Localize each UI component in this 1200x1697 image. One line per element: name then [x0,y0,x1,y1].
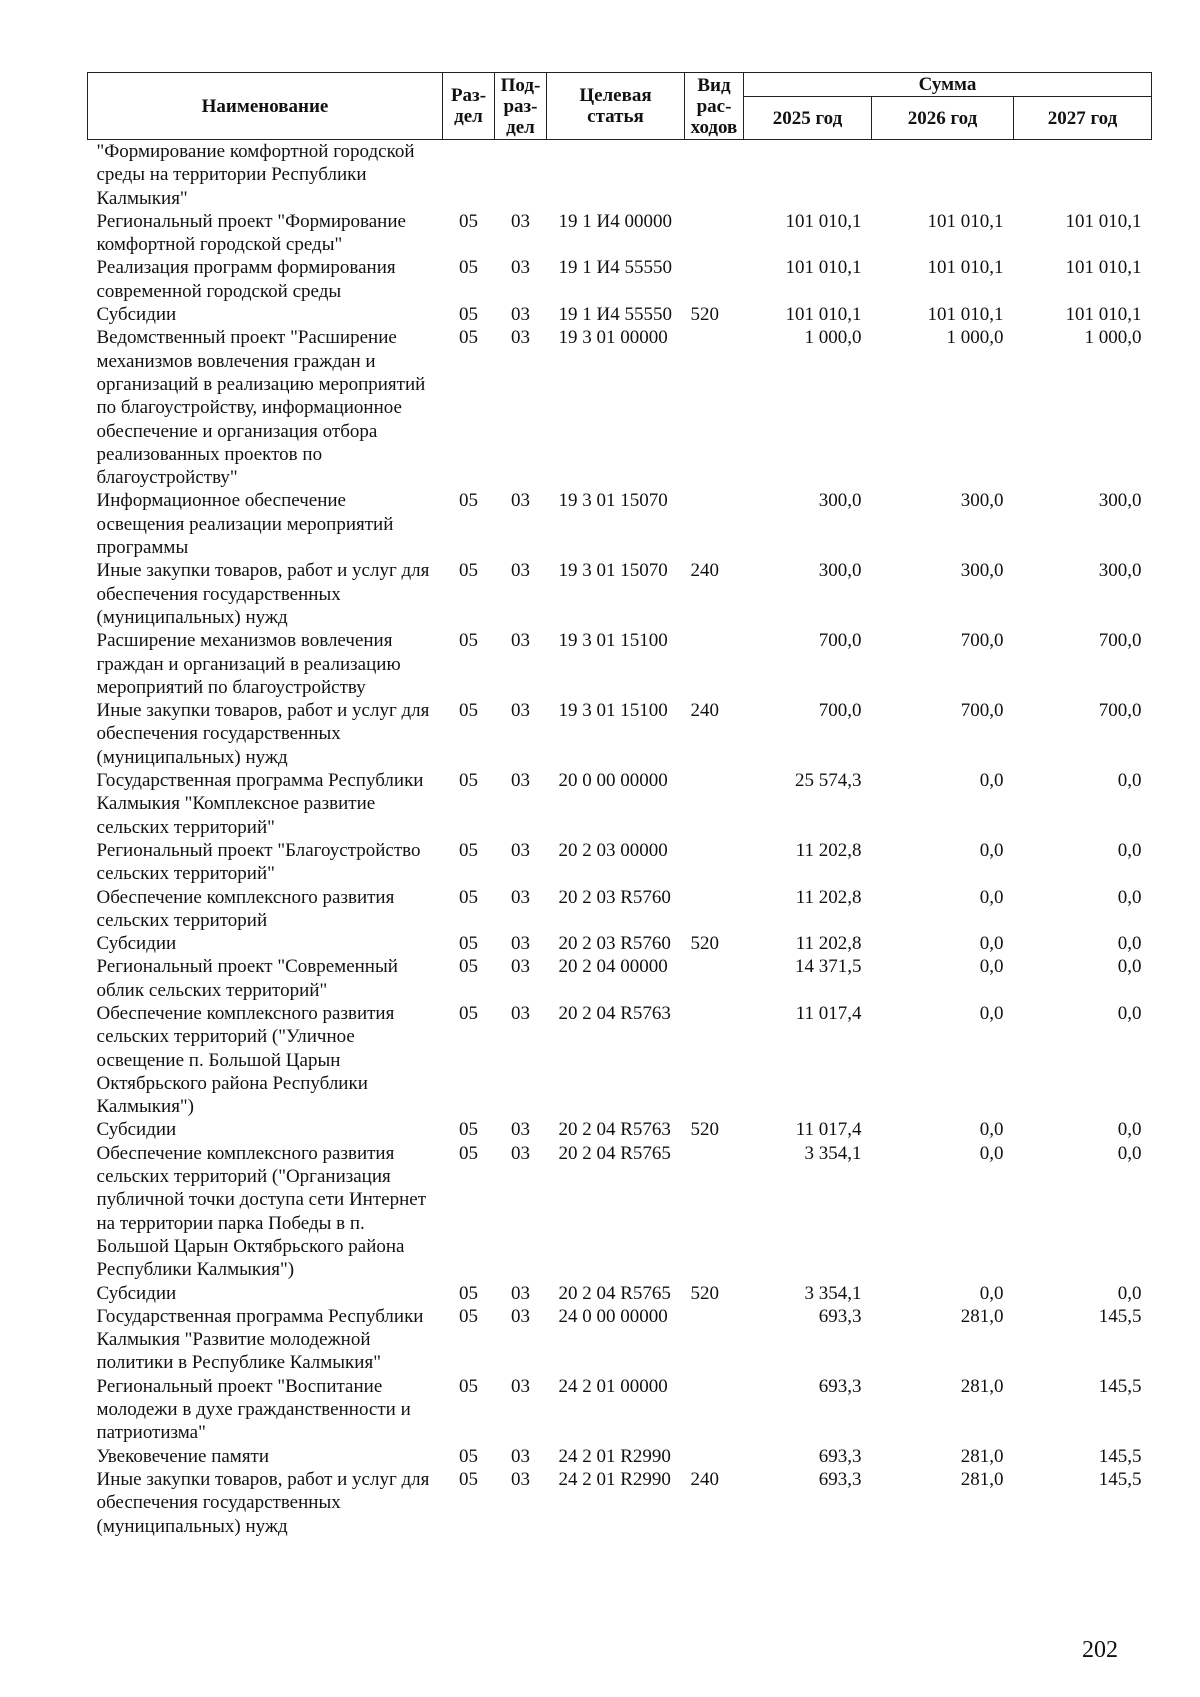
row-sum-2025: 14 371,5 [795,956,862,978]
row-expense-type: 520 [690,933,719,955]
row-name: Иные закупки товаров, работ и услуг для обеспечения государственных (муниципальных) нужд [96,560,430,628]
row-expense-type [685,1445,744,1468]
row-subsection: 03 [511,839,530,861]
row-sum-2025: 11 202,8 [795,886,862,908]
row-sum-2025: 25 574,3 [795,770,862,792]
table-row [88,489,1152,559]
row-sum-2027: 101 010,1 [1065,257,1142,279]
row-sum-2027: 0,0 [1117,1282,1142,1304]
row-subsection: 03 [511,304,530,326]
row-sum-2026: 0,0 [979,1002,1004,1024]
row-expense-type: 520 [690,1119,719,1141]
row-name: "Формирование комфортной городской среды на территории Республики Калмыкия" [96,141,415,209]
row-subsection: 03 [511,1375,530,1397]
row-section: 05 [459,1002,478,1024]
row-sum-2026: 0,0 [979,839,1004,861]
row-sum-2026: 281,0 [960,1445,1004,1467]
row-target: 19 3 01 15100 [558,700,668,722]
row-sum-2027: 700,0 [1098,700,1142,722]
row-section: 05 [459,630,478,652]
row-sum-2027: 0,0 [1117,1142,1142,1164]
row-name: Расширение механизмов вовлечения граждан и организаций в реализацию мероприятий по благоустройству [96,630,401,698]
row-target: 20 2 04 R5765 [558,1282,671,1304]
row-subsection: 03 [511,770,530,792]
header-name: Наименование [88,73,443,140]
header-expense-type: Вид рас- ходов [685,73,744,140]
table-header [88,73,1152,140]
row-name: Иные закупки товаров, работ и услуг для обеспечения государственных (муниципальных) нужд [96,700,430,768]
row-sum-2027: 145,5 [1098,1468,1142,1490]
row-sum-2027: 101 010,1 [1065,304,1142,326]
row-sum-2025: 693,3 [818,1305,862,1327]
row-sum-2025: 693,3 [818,1375,862,1397]
row-expense-type [685,1002,744,1118]
row-section: 05 [459,1142,478,1164]
row-expense-type [685,1142,744,1282]
row-sum-2025: 101 010,1 [785,304,862,326]
row-subsection: 03 [511,1282,530,1304]
row-name: Субсидии [96,933,177,955]
row-name: Государственная программа Республики Калмыкия "Комплексное развитие сельских территорий" [96,770,424,838]
row-name: Ведомственный проект "Расширение механизмов вовлечения граждан и организаций в реализацию мероприятий по благоустройству, информационное обеспечение и организация отбора реализованных проектов по благоустройству" [96,327,426,489]
header-target: Целевая статья [547,73,685,140]
row-sum-2026: 0,0 [979,1282,1004,1304]
row-section: 05 [459,1468,478,1490]
row-sum-2027: 1 000,0 [1084,327,1142,349]
row-sum-2027: 300,0 [1098,490,1142,512]
row-subsection: 03 [511,956,530,978]
row-expense-type [685,256,744,303]
row-expense-type [685,326,744,489]
row-sum-2027: 0,0 [1117,839,1142,861]
row-target: 20 2 03 R5760 [558,886,671,908]
row-target: 19 3 01 15070 [558,490,668,512]
row-sum-2025: 11 202,8 [795,839,862,861]
row-section: 05 [459,1375,478,1397]
row-target: 24 0 00 00000 [558,1305,668,1327]
table-row [88,1445,1152,1468]
row-name: Информационное обеспечение освещения реализации мероприятий программы [96,490,394,559]
row-sum-2025: 11 017,4 [795,1002,862,1024]
row-expense-type [685,1375,744,1445]
row-target: 20 0 00 00000 [558,770,668,792]
row-target: 19 1 И4 55550 [558,304,672,326]
row-name: Государственная программа Республики Калмыкия "Развитие молодежной политики в Республике Калмыкия" [96,1305,424,1374]
row-sum-2026: 300,0 [960,560,1004,582]
table-row [88,955,1152,1002]
row-subsection: 03 [511,630,530,652]
row-expense-type [685,769,744,839]
page-number: 202 [1082,1637,1118,1663]
row-expense-type [685,140,744,210]
row-section: 05 [459,490,478,512]
row-sum-2025: 3 354,1 [804,1282,862,1304]
row-sum-2027: 0,0 [1117,956,1142,978]
row-target: 20 2 04 R5763 [558,1119,671,1141]
table-row [88,326,1152,489]
row-expense-type: 240 [690,700,719,722]
row-sum-2026: 700,0 [960,630,1004,652]
row-sum-2027: 0,0 [1117,933,1142,955]
table-row [88,1468,1152,1538]
document-page [87,72,1151,1538]
table-row [88,303,1152,326]
row-sum-2026: 101 010,1 [927,257,1004,279]
row-sum-2027: 0,0 [1117,1002,1142,1024]
table-row [88,256,1152,303]
row-expense-type [685,955,744,1002]
row-section: 05 [459,1305,478,1327]
header-sum: Сумма [744,73,1152,97]
row-sum-2027: 0,0 [1117,886,1142,908]
row-section: 05 [459,700,478,722]
row-name: Субсидии [96,1282,177,1304]
row-expense-type [685,1305,744,1375]
row-subsection: 03 [511,1002,530,1024]
row-section: 05 [459,304,478,326]
row-section: 05 [459,839,478,861]
table-row [88,559,1152,629]
row-sum-2025: 11 017,4 [795,1119,862,1141]
row-section: 05 [459,1445,478,1467]
table-row [88,629,1152,699]
row-sum-2026: 0,0 [979,956,1004,978]
row-name: Региональный проект "Воспитание молодежи в духе гражданственности и патриотизма" [96,1375,411,1444]
row-subsection: 03 [511,1305,530,1327]
row-sum-2027 [1014,140,1152,210]
row-subsection: 03 [511,490,530,512]
row-sum-2025: 101 010,1 [785,257,862,279]
row-expense-type: 520 [690,304,719,326]
row-sum-2026: 101 010,1 [927,304,1004,326]
table-body [88,140,1152,1538]
row-expense-type [685,886,744,933]
row-subsection: 03 [511,700,530,722]
row-sum-2026: 281,0 [960,1375,1004,1397]
table-row [88,1282,1152,1305]
row-subsection: 03 [511,933,530,955]
row-target: 19 1 И4 55550 [558,257,672,279]
row-sum-2027: 300,0 [1098,560,1142,582]
row-section: 05 [459,886,478,908]
row-expense-type: 520 [690,1282,719,1304]
table-row [88,1002,1152,1118]
table-row [88,210,1152,257]
row-target: 24 2 01 R2990 [558,1445,671,1467]
table-row [88,1118,1152,1141]
row-target: 20 2 04 R5765 [558,1142,671,1164]
row-name: Региональный проект "Современный облик сельских территорий" [96,956,398,1001]
table-row [88,886,1152,933]
row-sum-2027: 145,5 [1098,1445,1142,1467]
row-subsection: 03 [511,1468,530,1490]
row-sum-2026: 101 010,1 [927,210,1004,232]
row-target: 19 3 01 15070 [558,560,668,582]
row-target: 19 1 И4 00000 [558,210,672,232]
table-row [88,1305,1152,1375]
row-section: 05 [459,327,478,349]
row-subsection: 03 [511,1142,530,1164]
row-name: Субсидии [96,304,177,326]
row-sum-2026: 281,0 [960,1468,1004,1490]
row-subsection: 03 [511,210,530,232]
row-section [443,140,495,210]
row-name: Иные закупки товаров, работ и услуг для обеспечения государственных (муниципальных) нужд [96,1468,430,1537]
row-sum-2026: 0,0 [979,1142,1004,1164]
row-name: Обеспечение комплексного развития сельских территорий [96,886,395,931]
row-target: 20 2 03 R5760 [558,933,671,955]
header-year-2027: 2027 год [1014,97,1152,140]
row-subsection: 03 [511,257,530,279]
row-target [547,140,685,210]
row-sum-2027: 101 010,1 [1065,210,1142,232]
row-sum-2027: 145,5 [1098,1375,1142,1397]
row-sum-2025: 11 202,8 [795,933,862,955]
row-target: 19 3 01 15100 [558,630,668,652]
row-section: 05 [459,770,478,792]
table-row [88,699,1152,769]
row-sum-2025 [744,140,872,210]
row-target: 19 3 01 00000 [558,327,668,349]
row-target: 24 2 01 00000 [558,1375,668,1397]
row-expense-type [685,489,744,559]
table-row [88,1142,1152,1282]
row-sum-2026: 0,0 [979,886,1004,908]
row-sum-2027: 145,5 [1098,1305,1142,1327]
row-sum-2026: 700,0 [960,700,1004,722]
row-target: 20 2 04 00000 [558,956,668,978]
row-sum-2025: 300,0 [818,490,862,512]
row-name: Региональный проект "Благоустройство сельских территорий" [96,839,421,885]
row-sum-2025: 700,0 [818,630,862,652]
row-sum-2026: 0,0 [979,770,1004,792]
table-row [88,769,1152,839]
row-section: 05 [459,1119,478,1141]
row-target: 20 2 04 R5763 [558,1002,671,1024]
row-name: Реализация программ формирования современной городской среды [96,257,396,302]
row-sum-2025: 700,0 [818,700,862,722]
row-sum-2026: 1 000,0 [946,327,1004,349]
row-sum-2025: 300,0 [818,560,862,582]
row-section: 05 [459,257,478,279]
row-sum-2025: 1 000,0 [804,327,862,349]
row-name: Увековечение памяти [96,1445,270,1467]
row-sum-2026: 300,0 [960,490,1004,512]
row-sum-2027: 0,0 [1117,1119,1142,1141]
header-subsection: Под- раз- дел [495,73,547,140]
row-section: 05 [459,560,478,582]
row-sum-2027: 0,0 [1117,770,1142,792]
row-name: Обеспечение комплексного развития сельских территорий ("Уличное освещение п. Большой Царын Октябрьского района Республики Калмыкия") [96,1002,395,1118]
row-sum-2025: 3 354,1 [804,1142,862,1164]
table-row [88,839,1152,886]
row-expense-type [685,839,744,886]
row-subsection: 03 [511,327,530,349]
row-name: Субсидии [96,1119,177,1141]
row-name: Региональный проект "Формирование комфортной городской среды" [96,210,406,256]
row-expense-type: 240 [690,1468,719,1490]
row-sum-2025: 693,3 [818,1445,862,1467]
table-row [88,1375,1152,1445]
row-subsection: 03 [511,560,530,582]
row-section: 05 [459,933,478,955]
row-subsection [495,140,547,210]
row-sum-2025: 693,3 [818,1468,862,1490]
table-row [88,932,1152,955]
row-target: 20 2 03 00000 [558,839,668,861]
budget-table [87,72,1152,1538]
row-expense-type [685,629,744,699]
table-row [88,140,1152,210]
row-subsection: 03 [511,886,530,908]
row-sum-2026: 281,0 [960,1305,1004,1327]
row-section: 05 [459,956,478,978]
header-year-2025: 2025 год [744,97,872,140]
row-subsection: 03 [511,1119,530,1141]
row-sum-2027: 700,0 [1098,630,1142,652]
row-section: 05 [459,210,478,232]
row-expense-type [685,210,744,257]
row-sum-2026: 0,0 [979,1119,1004,1141]
header-year-2026: 2026 год [872,97,1014,140]
header-section: Раз- дел [443,73,495,140]
row-sum-2025: 101 010,1 [785,210,862,232]
row-name: Обеспечение комплексного развития сельских территорий ("Организация публичной точки доступа сети Интернет на территории парка Победы в п. Большой Царын Октябрьского района Республики Калмыкия") [96,1142,426,1281]
row-target: 24 2 01 R2990 [558,1468,671,1490]
row-section: 05 [459,1282,478,1304]
row-sum-2026: 0,0 [979,933,1004,955]
row-sum-2026 [872,140,1014,210]
row-expense-type: 240 [690,560,719,582]
row-subsection: 03 [511,1445,530,1467]
